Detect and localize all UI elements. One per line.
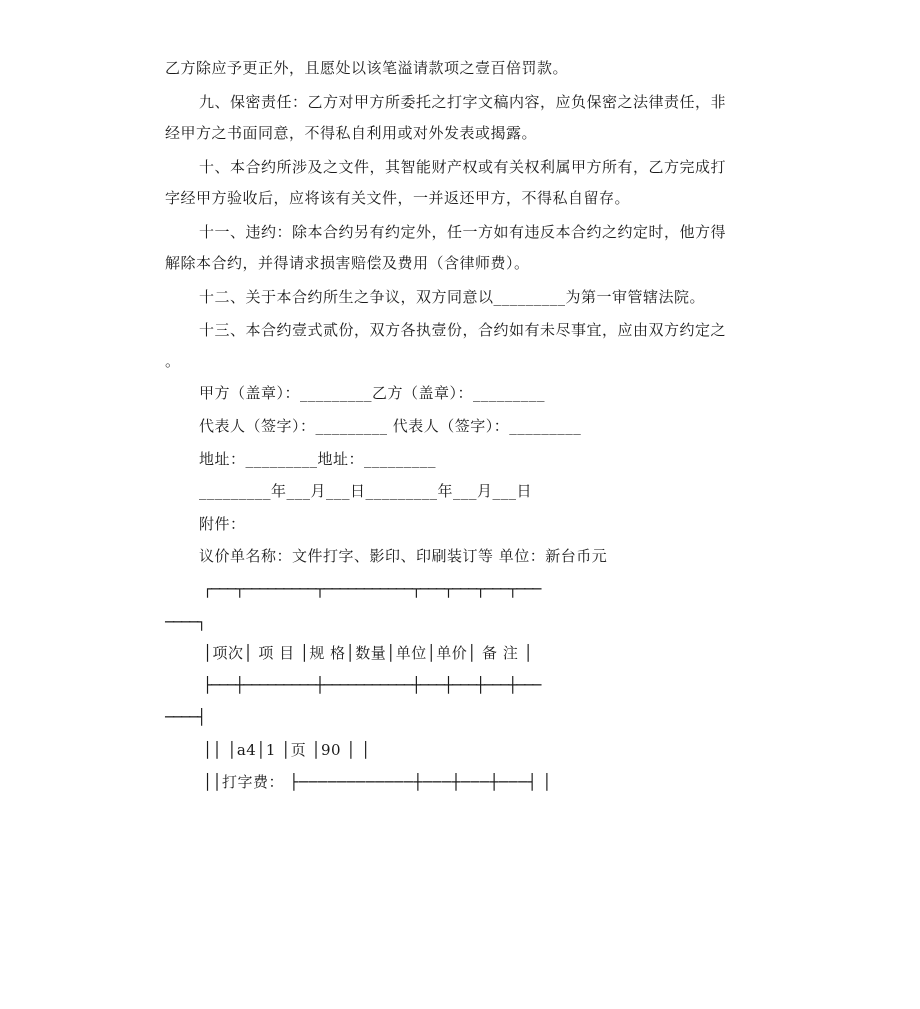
paragraph-jurisdiction: 十二、关于本合约所生之争议，双方同意以_________为第一审管辖法院。 (199, 288, 706, 306)
paragraph-ip-rights-line2: 字经甲方验收后，应将该有关文件，一并返还甲方，不得私自留存。 (165, 189, 631, 207)
table-mid-border-tail: ────┤ (165, 708, 206, 726)
attachment-label: 附件： (199, 515, 246, 533)
paragraph-penalty: 乙方除应予更正外，且愿处以该笔溢请款项之壹百倍罚款。 (165, 59, 569, 77)
paragraph-confidentiality-line1: 九、保密责任：乙方对甲方所委托之打字文稿内容，应负保密之法律责任，非 (199, 93, 727, 111)
signature-representatives: 代表人（签字）：_________ 代表人（签字）：_________ (199, 417, 582, 435)
table-header-row: │项次│ 项 目 │规 格│数量│单位│单价│ 备 注 │ (203, 644, 534, 662)
paragraph-confidentiality-line2: 经甲方之书面同意，不得私自利用或对外发表或揭露。 (165, 124, 538, 142)
signature-addresses: 地址：_________地址：_________ (199, 450, 437, 468)
table-top-border-tail: ────┐ (165, 613, 206, 631)
paragraph-ip-rights-line1: 十、本合约所涉及之文件，其智能财产权或有关权利属甲方所有，乙方完成打 (199, 158, 727, 176)
quotation-title: 议价单名称：文件打字、影印、印刷装订等 单位：新台币元 (199, 547, 608, 565)
table-row: ││打字费： ├────────────┼───┼───┼───┤ │ (203, 773, 552, 791)
table-row: ││ │a4│1 │页 │90 │ │ (203, 741, 371, 759)
table-mid-border: ├───┼─────────┼───────────┼───┼───┼───┼─── (203, 676, 541, 694)
paragraph-copies-line2: 。 (165, 352, 181, 370)
paragraph-copies-line1: 十三、本合约壹式贰份，双方各执壹份，合约如有未尽事宜，应由双方约定之 (199, 321, 727, 339)
signature-parties: 甲方（盖章）：_________乙方（盖章）：_________ (199, 384, 546, 402)
paragraph-breach-line1: 十一、违约：除本合约另有约定外，任一方如有违反本合约之约定时，他方得 (199, 223, 727, 241)
paragraph-breach-line2: 解除本合约，并得请求损害赔偿及费用（含律师费）。 (165, 254, 530, 272)
table-top-border: ┌───┬─────────┬───────────┬───┬───┬───┬─── (203, 580, 541, 598)
signature-dates: _________年___月___日_________年___月___日 (199, 482, 533, 500)
